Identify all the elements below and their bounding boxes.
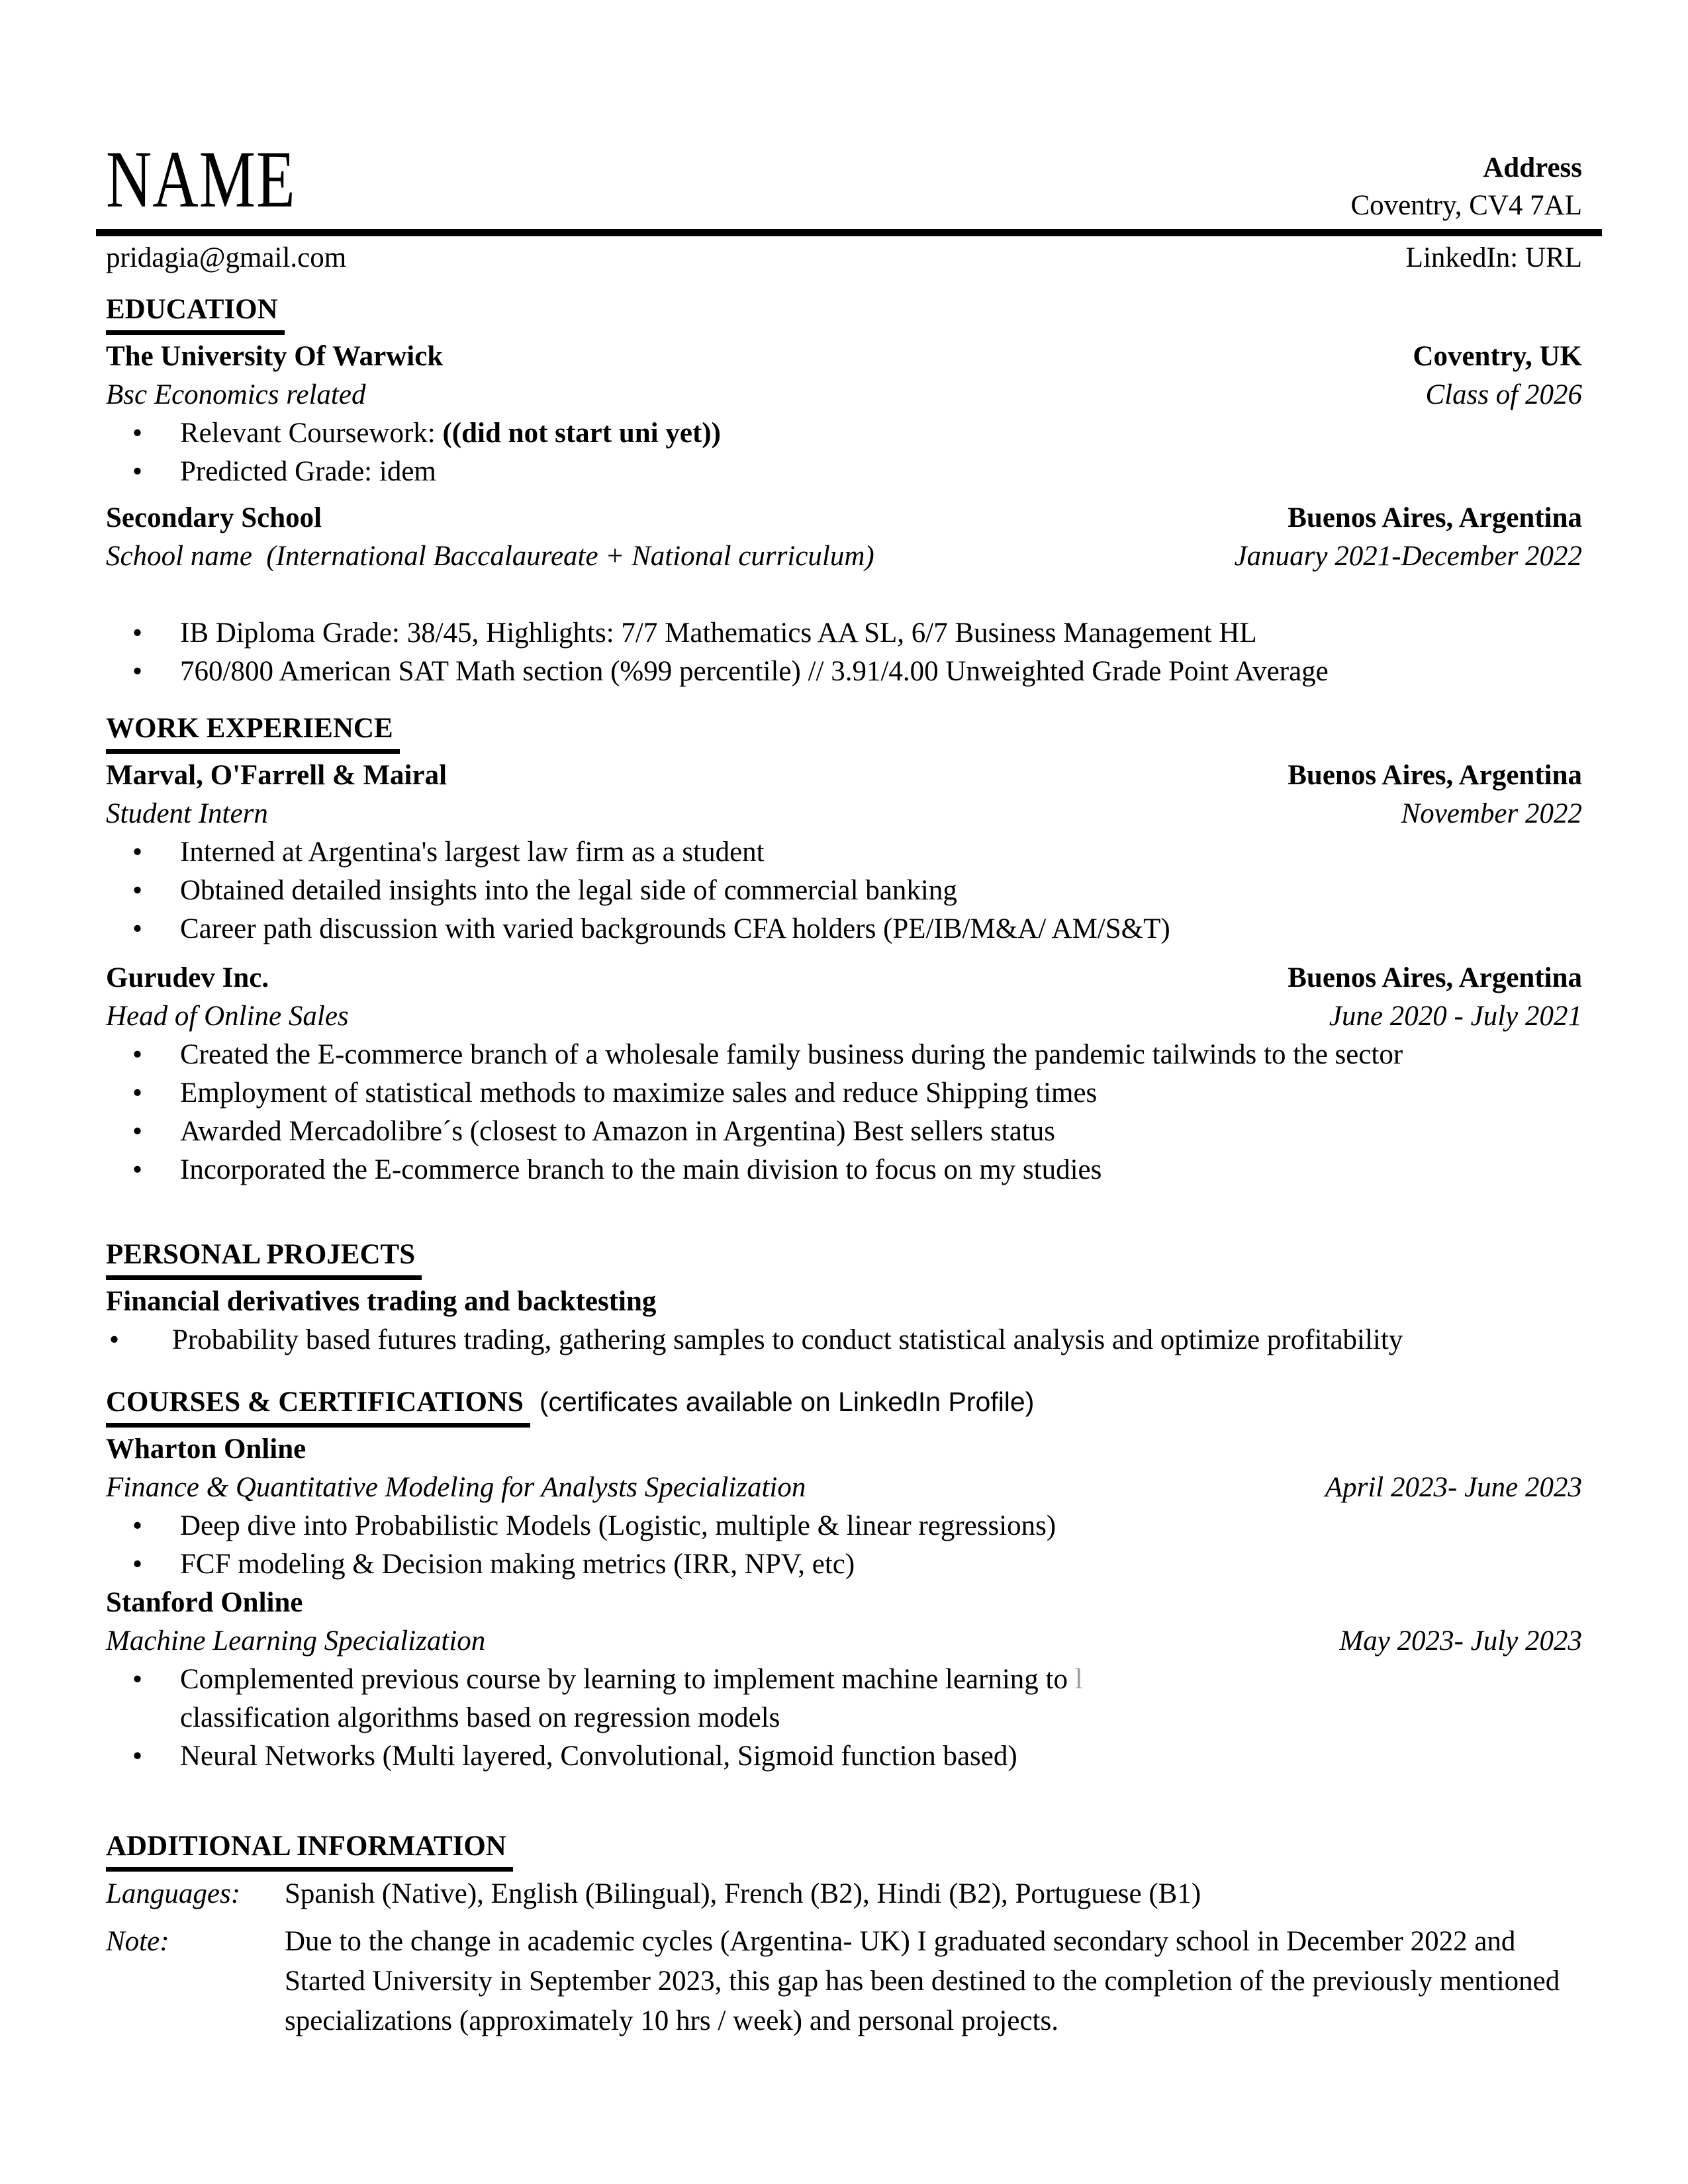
education-heading-row bbox=[106, 291, 1582, 338]
bullet-text-normal: Relevant Coursework: bbox=[180, 418, 443, 449]
bullet-text: 760/800 American SAT Math section (%99 percentile) // 3.91/4.00 Unweighted Grade Point Average bbox=[180, 656, 1329, 687]
bullet-dot-icon: • bbox=[132, 913, 143, 944]
bullet-item bbox=[106, 653, 1582, 691]
bullet-text: Career path discussion with varied backgrounds CFA holders (PE/IB/M&A/ AM/S&T) bbox=[180, 913, 1170, 944]
entry-dates: January 2021-December 2022 bbox=[1234, 541, 1582, 572]
org-location: Coventry, UK bbox=[1413, 341, 1582, 372]
section-education bbox=[106, 291, 1582, 691]
section-personal-projects bbox=[106, 1236, 1582, 1359]
bullet-dot-icon: • bbox=[132, 875, 143, 906]
entry-dates: November 2022 bbox=[1401, 798, 1582, 829]
header bbox=[106, 134, 1582, 277]
bullet-text: Deep dive into Probabilistic Models (Logistic, multiple & linear regressions) bbox=[180, 1510, 1056, 1541]
bullet-item bbox=[106, 1737, 1582, 1776]
bullet-item bbox=[106, 1545, 1582, 1584]
bullet-item bbox=[106, 614, 1582, 653]
courses-heading-row bbox=[106, 1383, 1582, 1430]
bullet-item bbox=[106, 1151, 1582, 1189]
course-entry-wharton-sub bbox=[106, 1469, 1582, 1507]
bullet-item bbox=[106, 872, 1582, 910]
bullet-text-line1: Complemented previous course by learning to implement machine learning to bbox=[180, 1664, 1075, 1695]
course-provider: Stanford Online bbox=[106, 1587, 303, 1618]
work-experience-heading: WORK EXPERIENCE bbox=[106, 709, 400, 754]
bullet-dot-icon: • bbox=[132, 1077, 143, 1109]
bullet-text: Predicted Grade: idem bbox=[180, 456, 436, 487]
bullet-item bbox=[106, 1321, 1582, 1359]
header-divider bbox=[96, 229, 1602, 236]
additional-heading-row bbox=[106, 1827, 1582, 1874]
bullet-text: Interned at Argentina's largest law firm as a student bbox=[180, 837, 765, 868]
work-entry-gurudev-sub bbox=[106, 997, 1582, 1036]
section-additional-information bbox=[106, 1827, 1582, 2041]
company-name: Marval, O'Farrell & Mairal bbox=[106, 760, 447, 791]
work-entry-gurudev bbox=[106, 959, 1582, 997]
address-label: Address bbox=[1483, 152, 1582, 183]
org-location: Buenos Aires, Argentina bbox=[1288, 502, 1582, 533]
course-entry-wharton bbox=[106, 1430, 1582, 1469]
bullet-dot-icon: • bbox=[132, 456, 143, 487]
course-title: Finance & Quantitative Modeling for Analysts Specialization bbox=[106, 1472, 806, 1503]
course-entry-stanford-sub bbox=[106, 1622, 1582, 1661]
course-dates: May 2023- July 2023 bbox=[1339, 1625, 1582, 1657]
bullet-dot-icon: • bbox=[132, 1154, 143, 1185]
bullet-text: Obtained detailed insights into the legal side of commercial banking bbox=[180, 875, 957, 906]
work-heading-row bbox=[106, 709, 1582, 756]
section-courses bbox=[106, 1383, 1582, 1776]
education-entry-warwick bbox=[106, 338, 1582, 376]
course-title: Machine Learning Specialization bbox=[106, 1625, 486, 1657]
bullet-item bbox=[106, 453, 1582, 491]
job-title: Head of Online Sales bbox=[106, 1001, 349, 1032]
note-row bbox=[106, 1922, 1582, 2041]
bullet-item bbox=[106, 910, 1582, 948]
education-entry-warwick-sub bbox=[106, 376, 1582, 414]
bullet-item bbox=[106, 1113, 1582, 1151]
projects-heading-row bbox=[106, 1236, 1582, 1283]
person-name: NAME bbox=[106, 134, 296, 224]
company-location: Buenos Aires, Argentina bbox=[1288, 962, 1582, 993]
org-name: The University Of Warwick bbox=[106, 341, 444, 372]
education-entry-secondary-sub bbox=[106, 537, 1582, 576]
company-name: Gurudev Inc. bbox=[106, 962, 269, 993]
bullet-dot-icon: • bbox=[109, 1324, 120, 1355]
entry-dates: Class of 2026 bbox=[1425, 379, 1582, 410]
languages-row bbox=[106, 1874, 1582, 1914]
bullet-text: Created the E-commerce branch of a wholesale family business during the pandemic tailwinds to the sector bbox=[180, 1039, 1403, 1070]
header-address-block bbox=[1350, 149, 1582, 224]
personal-projects-heading: PERSONAL PROJECTS bbox=[106, 1236, 422, 1280]
project-title: Financial derivatives trading and backtesting bbox=[106, 1286, 657, 1317]
bullet-dot-icon: • bbox=[132, 1664, 143, 1695]
address-value: Coventry, CV4 7AL bbox=[1350, 190, 1582, 221]
header-name-row bbox=[106, 134, 1582, 224]
bullet-item bbox=[106, 833, 1582, 872]
bullet-text: Probability based futures trading, gathering samples to conduct statistical analysis and optimize profitability bbox=[172, 1324, 1403, 1355]
bullet-text: Awarded Mercadolibre´s (closest to Amazon in Argentina) Best sellers status bbox=[180, 1116, 1055, 1147]
bullet-dot-icon: • bbox=[132, 418, 143, 449]
languages-value: Spanish (Native), English (Bilingual), French (B2), Hindi (B2), Portuguese (B1) bbox=[285, 1878, 1201, 1909]
additional-information-heading: ADDITIONAL INFORMATION bbox=[106, 1827, 513, 1872]
education-entry-secondary bbox=[106, 499, 1582, 537]
bullet-text: Neural Networks (Multi layered, Convolutional, Sigmoid function based) bbox=[180, 1741, 1017, 1772]
bullet-text-line2: classification algorithms based on regression models bbox=[180, 1702, 780, 1733]
courses-heading-note: (certificates available on LinkedIn Profile) bbox=[539, 1387, 1035, 1417]
bullet-text: IB Diploma Grade: 38/45, Highlights: 7/7 Mathematics AA SL, 6/7 Business Management HL bbox=[180, 617, 1257, 649]
bullet-item bbox=[106, 1074, 1582, 1113]
course-dates: April 2023- June 2023 bbox=[1325, 1472, 1582, 1503]
entry-dates: June 2020 - July 2021 bbox=[1329, 1001, 1582, 1032]
clipped-character: l bbox=[1074, 1664, 1083, 1695]
course-provider: Wharton Online bbox=[106, 1433, 306, 1465]
job-title: Student Intern bbox=[106, 798, 268, 829]
note-value: Due to the change in academic cycles (Argentina- UK) I graduated secondary school in December 2022 and Started University in September 2023, this gap has been destined to the completion of the previously mentioned specializations (approximately 10 hrs / week) and personal projects. bbox=[285, 1926, 1560, 2036]
bullet-text bbox=[180, 414, 1582, 453]
linkedin-text: LinkedIn: URL bbox=[1405, 242, 1582, 273]
bullet-text: Incorporated the E-commerce branch to the main division to focus on my studies bbox=[180, 1154, 1102, 1185]
education-heading: EDUCATION bbox=[106, 291, 285, 335]
bullet-dot-icon: • bbox=[132, 837, 143, 868]
languages-label: Languages: bbox=[106, 1878, 241, 1909]
bullet-item bbox=[106, 1507, 1582, 1545]
work-entry-marval bbox=[106, 756, 1582, 795]
degree-name: School name (International Baccalaureate + National curriculum) bbox=[106, 541, 874, 572]
bullet-text: Employment of statistical methods to maximize sales and reduce Shipping times bbox=[180, 1077, 1098, 1109]
bullet-item bbox=[106, 1036, 1582, 1074]
note-label: Note: bbox=[106, 1926, 169, 1957]
project-entry bbox=[106, 1283, 1582, 1321]
bullet-text bbox=[180, 1661, 1582, 1737]
bullet-dot-icon: • bbox=[132, 1039, 143, 1070]
org-name: Secondary School bbox=[106, 502, 322, 533]
courses-heading: COURSES & CERTIFICATIONS bbox=[106, 1383, 530, 1428]
header-contact-row bbox=[106, 239, 1582, 277]
bullet-item bbox=[106, 1661, 1582, 1737]
bullet-text-bold: ((did not start uni yet)) bbox=[442, 418, 721, 449]
bullet-dot-icon: • bbox=[132, 656, 143, 687]
bullet-dot-icon: • bbox=[132, 1116, 143, 1147]
company-location: Buenos Aires, Argentina bbox=[1288, 760, 1582, 791]
bullet-dot-icon: • bbox=[132, 1741, 143, 1772]
course-entry-stanford bbox=[106, 1584, 1582, 1622]
degree-name: Bsc Economics related bbox=[106, 379, 366, 410]
bullet-item bbox=[106, 414, 1582, 453]
bullet-text: FCF modeling & Decision making metrics (IRR, NPV, etc) bbox=[180, 1549, 855, 1580]
email-text: pridagia@gmail.com bbox=[106, 242, 347, 273]
bullet-dot-icon: • bbox=[132, 1510, 143, 1541]
bullet-dot-icon: • bbox=[132, 617, 143, 649]
bullet-dot-icon: • bbox=[132, 1549, 143, 1580]
section-work-experience bbox=[106, 709, 1582, 1189]
work-entry-marval-sub bbox=[106, 795, 1582, 833]
